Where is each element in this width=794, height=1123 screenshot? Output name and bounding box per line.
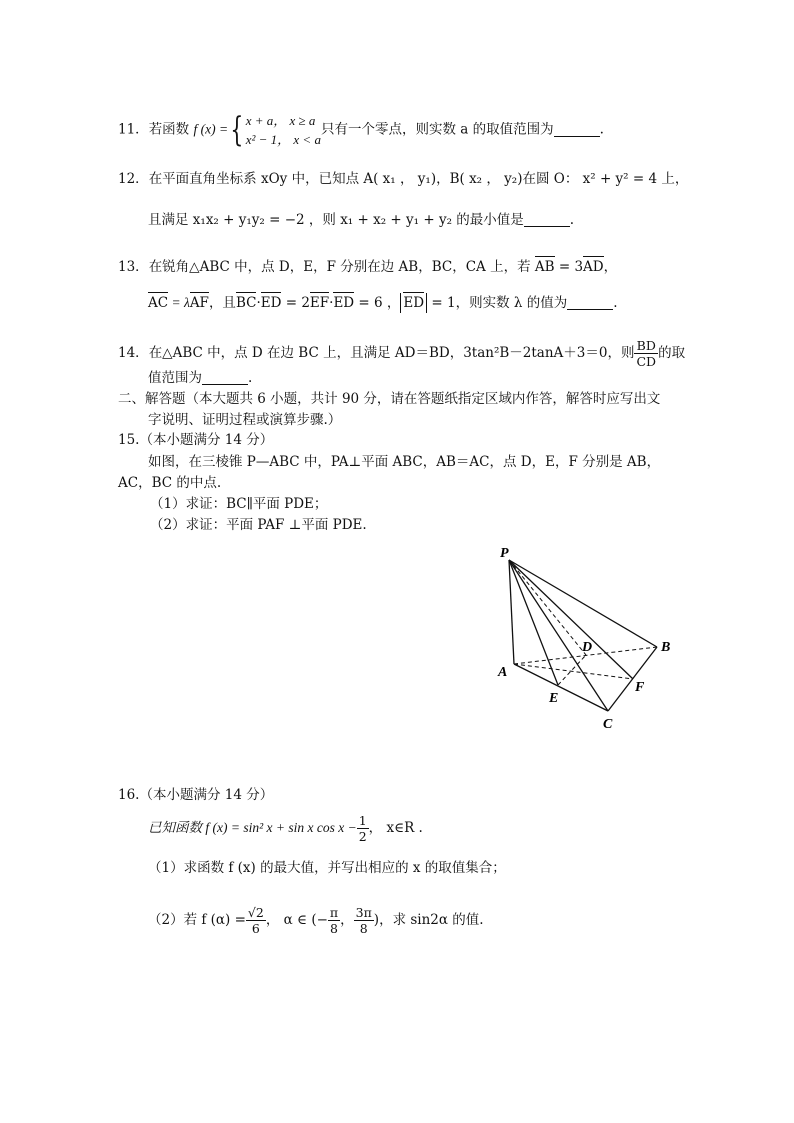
- q11-func: f (x) =: [193, 121, 229, 137]
- label-p: P: [500, 546, 509, 561]
- q16-line1a: 已知函数 f (x) = sin² x + sin x cos x −: [148, 820, 357, 835]
- edge-ac: [514, 664, 608, 711]
- q13-eq2: = λ: [168, 295, 190, 310]
- section-2-heading: 二、解答题（本大题共 6 小题，共计 90 分，请在答题纸指定区域内作答，解答时应写出文: [118, 391, 661, 407]
- question-11: [118, 111, 604, 149]
- q12-answer-blank[interactable]: [524, 212, 570, 227]
- q13-eq1: = 3: [554, 259, 584, 275]
- q11-brace: {: [230, 110, 244, 150]
- label-d: D: [582, 640, 593, 655]
- q16-p2-fraction: [354, 905, 374, 936]
- q11-case2: x² − 1， x < a: [245, 132, 321, 147]
- q15-part2: （2）求证：平面 PAF ⊥平面 PDE.: [150, 517, 367, 533]
- edge-pc: [509, 560, 608, 711]
- question-13-line1: [118, 257, 617, 277]
- q11-case1: x + a， x ≥ a: [245, 113, 316, 128]
- vector-ac: AC: [148, 295, 169, 311]
- label-a: A: [498, 665, 508, 680]
- q16-part1: （1）求函数 f (x) 的最大值，并写出相应的 x 的取值集合；: [148, 860, 506, 876]
- vector-ab: AB: [534, 259, 555, 275]
- q16-line1: [148, 813, 423, 844]
- edge-pa: [509, 560, 514, 664]
- q14-line2: 值范围为: [148, 370, 202, 386]
- label-f: F: [635, 680, 645, 695]
- question-12-line2: [148, 210, 574, 230]
- q13-number: 13．: [118, 259, 149, 275]
- q15-header: 15.（本小题满分 14 分）: [118, 432, 274, 448]
- q15-line2: AC，BC 的中点.: [118, 475, 222, 491]
- q16-f-num: √2: [247, 905, 264, 920]
- q11-suffix: 只有一个零点，则实数 a 的取值范围为: [320, 121, 554, 138]
- q13-line1a: 在锐角△ABC 中，点 D，E，F 分别在边 AB，BC，CA 上，若: [148, 259, 531, 275]
- vector-ad: AD: [583, 259, 604, 275]
- question-12-line1: [118, 169, 688, 189]
- q11-number: 11．: [118, 121, 149, 138]
- q16-part2: [148, 905, 484, 936]
- q14-end: .: [248, 370, 253, 386]
- q12-line2b: .: [569, 212, 575, 228]
- q16-p1-num: π: [329, 905, 339, 920]
- q14-answer-blank[interactable]: [202, 370, 248, 385]
- q13-dot1: ·: [256, 295, 261, 311]
- q16-part2b: ， α ∈ (−: [265, 912, 328, 928]
- q16-p1-fraction: [328, 905, 340, 936]
- q16-half-den: 2: [358, 829, 367, 844]
- edge-pb: [509, 560, 657, 647]
- q16-f-fraction: [246, 905, 266, 936]
- q12-line1: 在平面直角坐标系 xOy 中，已知点 A( x₁ ， y₁)，B( x₂ ， y₂)在圆 O： x² + y² = 4 上，: [148, 171, 689, 187]
- q11-cases: [246, 111, 321, 149]
- abs-vector-ed: [400, 293, 427, 313]
- pyramid-figure: [494, 540, 694, 740]
- q16-header: 16.（本小题满分 14 分）: [118, 787, 274, 803]
- question-14-line1: [118, 338, 685, 369]
- q13-mid: ，且: [208, 295, 236, 311]
- q12-number: 12．: [118, 171, 149, 187]
- q16-part2a: （2）若 f (α) =: [148, 912, 246, 928]
- q14-frac-den: CD: [636, 354, 657, 369]
- q14-line1: 在△ABC 中，点 D 在边 BC 上，且满足 AD＝BD，3tan²B－2tanA＋3＝0，则: [148, 345, 635, 361]
- q11-answer-blank[interactable]: [554, 122, 600, 137]
- label-c: C: [603, 717, 613, 732]
- label-b: B: [661, 640, 671, 655]
- q15-line1: 如图，在三棱锥 P—ABC 中，PA⊥平面 ABC，AB＝AC，点 D，E，F 分别是 AB，: [148, 454, 661, 470]
- q16-part2d: )，求 sin2α 的值.: [373, 912, 484, 928]
- vector-bc: BC: [235, 295, 257, 311]
- vector-af: AF: [189, 295, 209, 311]
- q16-p2-den: 8: [359, 921, 368, 936]
- q11-end: .: [599, 121, 604, 138]
- section-2-heading-cont: 字说明、证明过程或演算步骤.）: [148, 412, 342, 428]
- q13-end: .: [613, 295, 618, 311]
- question-14-line2: [148, 368, 252, 388]
- q14-fraction: [634, 338, 658, 369]
- q12-line2a: 且满足 x₁x₂ + y₁y₂ = −2 ，则 x₁ + x₂ + y₁ + y₂ 的最小值是: [148, 212, 524, 228]
- q14-number: 14．: [118, 345, 149, 361]
- q13-comma: ，: [603, 259, 618, 275]
- q16-line1b: ， x∈R .: [368, 820, 423, 836]
- vector-ed-2: ED: [333, 295, 355, 311]
- vector-ed-3: ED: [403, 295, 425, 311]
- q16-part2c: ，: [340, 912, 354, 928]
- q13-eq5: = 1，则实数 λ 的值为: [427, 295, 568, 311]
- vector-ed-1: ED: [260, 295, 282, 311]
- q13-eq4: = 6 ，: [354, 295, 401, 311]
- q15-part1: （1）求证：BC∥平面 PDE；: [150, 496, 328, 512]
- q13-dot2: ·: [329, 295, 334, 311]
- edge-pf: [509, 560, 633, 679]
- edge-pd: [509, 560, 586, 655]
- label-e: E: [549, 691, 559, 706]
- q13-eq3: = 2: [281, 295, 310, 311]
- edge-af: [514, 664, 633, 679]
- q14-frac-num: BD: [634, 338, 658, 354]
- question-13-line2: [148, 293, 618, 313]
- q16-half-fraction: [357, 813, 369, 844]
- q16-p1-den: 8: [330, 921, 338, 936]
- q14-line1end: 的取: [658, 345, 686, 361]
- q16-half-num: 1: [358, 813, 367, 828]
- q11-prefix: 若函数: [148, 121, 190, 138]
- q16-f-den: 6: [251, 921, 260, 936]
- q13-answer-blank[interactable]: [567, 295, 613, 310]
- q16-p2-num: 3π: [355, 905, 372, 920]
- vector-ef: EF: [309, 295, 330, 311]
